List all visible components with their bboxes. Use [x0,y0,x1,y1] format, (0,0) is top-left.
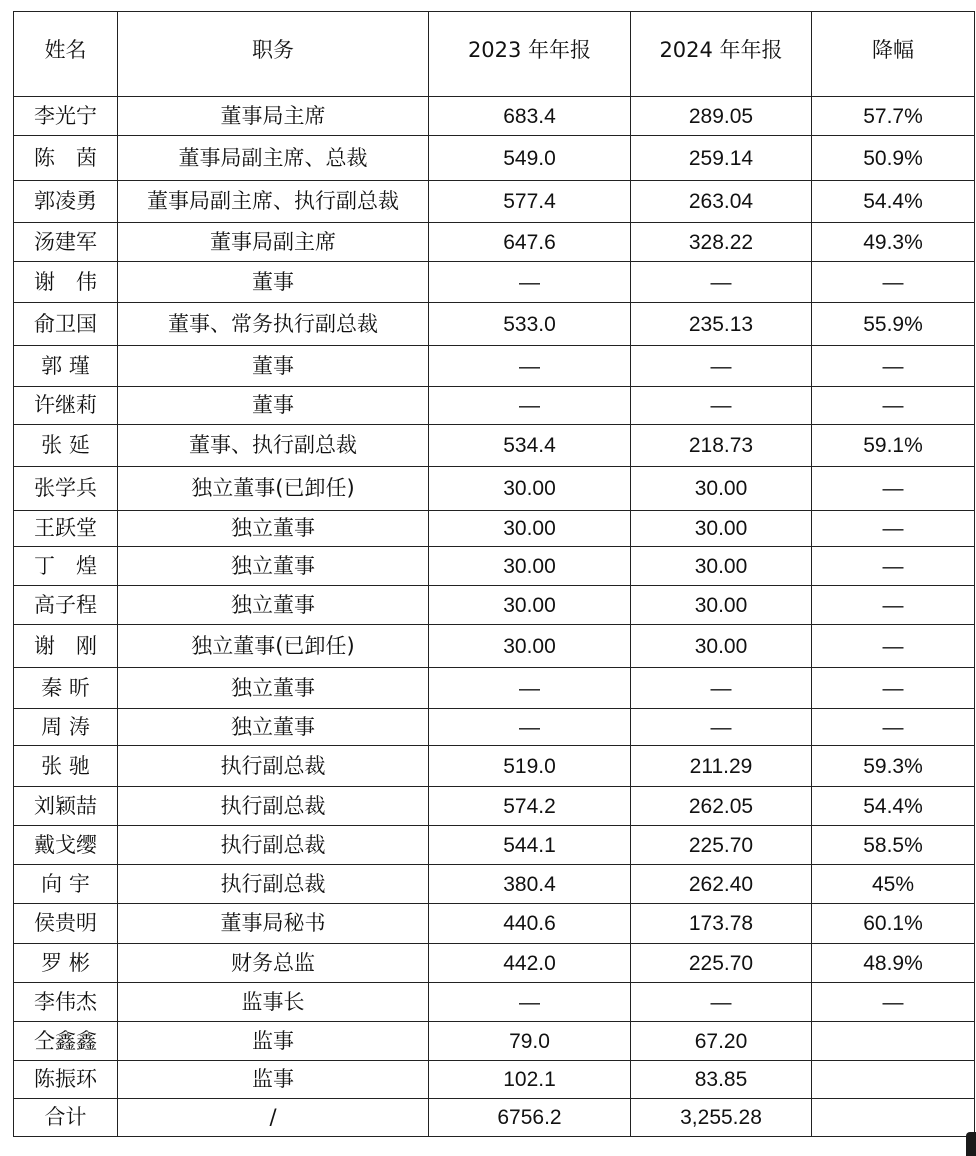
table-row [14,668,975,709]
title-cell: 执行副总裁 [118,787,429,826]
drop-cell: — [812,387,975,425]
table-row [14,262,975,303]
drop-cell: — [812,625,975,668]
drop-cell: 45% [812,865,975,904]
title-cell: 独立董事(已卸任) [118,467,429,511]
value-2023-cell: 442.0 [429,944,631,983]
value-2023-cell: 79.0 [429,1022,631,1061]
name-cell: 戴戈缨 [14,826,118,865]
value-2023-cell: 577.4 [429,181,631,223]
name-cell: 陈振环 [14,1061,118,1099]
table-row [14,787,975,826]
name-cell: 李伟杰 [14,983,118,1022]
title-cell: 独立董事 [118,668,429,709]
value-2024-cell: 235.13 [631,303,812,346]
value-2023-cell: 544.1 [429,826,631,865]
title-cell: 董事局主席 [118,97,429,136]
drop-cell: 55.9% [812,303,975,346]
table-row [14,865,975,904]
value-2024-cell: 262.05 [631,787,812,826]
corner-fragment [966,1132,976,1156]
value-2024-cell: 262.40 [631,865,812,904]
header-2023: 2023 年年报 [429,12,631,97]
title-cell: 财务总监 [118,944,429,983]
value-2024-cell: 328.22 [631,223,812,262]
title-cell: 执行副总裁 [118,865,429,904]
value-2024-cell: — [631,346,812,387]
drop-cell: 49.3% [812,223,975,262]
table-row [14,387,975,425]
drop-cell: 54.4% [812,181,975,223]
name-cell: 刘颖喆 [14,787,118,826]
name-cell: 谢 伟 [14,262,118,303]
value-2024-cell: 225.70 [631,826,812,865]
name-cell: 郭 瑾 [14,346,118,387]
header-title: 职务 [118,12,429,97]
name-cell: 俞卫国 [14,303,118,346]
table-row [14,467,975,511]
drop-cell [812,1061,975,1099]
total-title: / [118,1099,429,1137]
name-cell: 侯贵明 [14,904,118,944]
table-row [14,181,975,223]
name-cell: 陈 茵 [14,136,118,181]
name-cell: 高子程 [14,586,118,625]
drop-cell: — [812,467,975,511]
table-row [14,136,975,181]
name-cell: 仝鑫鑫 [14,1022,118,1061]
table-row [14,1022,975,1061]
title-cell: 董事 [118,387,429,425]
value-2024-cell: — [631,387,812,425]
title-cell: 独立董事 [118,709,429,746]
name-cell: 向 宇 [14,865,118,904]
title-cell: 独立董事(已卸任) [118,625,429,668]
compensation-table [13,11,975,1137]
name-cell: 李光宁 [14,97,118,136]
table-row [14,904,975,944]
value-2023-cell: — [429,346,631,387]
name-cell: 张 延 [14,425,118,467]
name-cell: 张学兵 [14,467,118,511]
name-cell: 张 驰 [14,746,118,787]
drop-cell: — [812,262,975,303]
header-drop: 降幅 [812,12,975,97]
value-2024-cell: — [631,668,812,709]
table-row [14,944,975,983]
table-row [14,425,975,467]
drop-cell: 50.9% [812,136,975,181]
total-label: 合计 [14,1099,118,1137]
drop-cell [812,1022,975,1061]
name-cell: 罗 彬 [14,944,118,983]
title-cell: 董事 [118,262,429,303]
drop-cell: — [812,668,975,709]
value-2023-cell: 574.2 [429,787,631,826]
title-cell: 董事、执行副总裁 [118,425,429,467]
header-row [14,12,975,97]
value-2024-cell: 211.29 [631,746,812,787]
value-2023-cell: 440.6 [429,904,631,944]
name-cell: 周 涛 [14,709,118,746]
value-2024-cell: 173.78 [631,904,812,944]
value-2024-cell: 225.70 [631,944,812,983]
title-cell: 独立董事 [118,586,429,625]
title-cell: 监事长 [118,983,429,1022]
title-cell: 独立董事 [118,511,429,547]
drop-cell: — [812,511,975,547]
name-cell: 谢 刚 [14,625,118,668]
drop-cell: — [812,586,975,625]
drop-cell: 48.9% [812,944,975,983]
table-row [14,625,975,668]
value-2023-cell: 30.00 [429,586,631,625]
table-row [14,303,975,346]
title-cell: 董事 [118,346,429,387]
table-row [14,223,975,262]
name-cell: 郭凌勇 [14,181,118,223]
value-2023-cell: 102.1 [429,1061,631,1099]
table-row [14,547,975,586]
value-2023-cell: — [429,983,631,1022]
value-2023-cell: 30.00 [429,547,631,586]
total-2024: 3,255.28 [631,1099,812,1137]
title-cell: 董事局副主席 [118,223,429,262]
value-2023-cell: — [429,709,631,746]
drop-cell: 58.5% [812,826,975,865]
drop-cell: — [812,346,975,387]
name-cell: 王跃堂 [14,511,118,547]
value-2023-cell: — [429,668,631,709]
total-2023: 6756.2 [429,1099,631,1137]
name-cell: 许继莉 [14,387,118,425]
table-row [14,586,975,625]
value-2024-cell: 30.00 [631,511,812,547]
value-2024-cell: 67.20 [631,1022,812,1061]
value-2024-cell: 83.85 [631,1061,812,1099]
value-2024-cell: — [631,983,812,1022]
total-row [14,1099,975,1137]
value-2023-cell: 549.0 [429,136,631,181]
table-row [14,746,975,787]
value-2024-cell: — [631,709,812,746]
drop-cell: 57.7% [812,97,975,136]
value-2024-cell: 263.04 [631,181,812,223]
table-row [14,709,975,746]
drop-cell: 54.4% [812,787,975,826]
header-name: 姓名 [14,12,118,97]
title-cell: 董事、常务执行副总裁 [118,303,429,346]
value-2024-cell: 30.00 [631,547,812,586]
value-2023-cell: 30.00 [429,467,631,511]
value-2024-cell: 30.00 [631,586,812,625]
title-cell: 董事局副主席、执行副总裁 [118,181,429,223]
table-row [14,97,975,136]
value-2023-cell: 380.4 [429,865,631,904]
value-2023-cell: 683.4 [429,97,631,136]
table-row [14,983,975,1022]
title-cell: 监事 [118,1061,429,1099]
value-2023-cell: — [429,387,631,425]
title-cell: 监事 [118,1022,429,1061]
value-2023-cell: 30.00 [429,511,631,547]
value-2024-cell: 30.00 [631,625,812,668]
table-row [14,346,975,387]
total-drop [812,1099,975,1137]
value-2023-cell: 647.6 [429,223,631,262]
value-2023-cell: 30.00 [429,625,631,668]
drop-cell: — [812,547,975,586]
title-cell: 董事局秘书 [118,904,429,944]
title-cell: 董事局副主席、总裁 [118,136,429,181]
value-2023-cell: 533.0 [429,303,631,346]
title-cell: 独立董事 [118,547,429,586]
drop-cell: 60.1% [812,904,975,944]
value-2024-cell: 30.00 [631,467,812,511]
drop-cell: 59.3% [812,746,975,787]
value-2024-cell: 289.05 [631,97,812,136]
value-2024-cell: — [631,262,812,303]
value-2024-cell: 218.73 [631,425,812,467]
drop-cell: 59.1% [812,425,975,467]
table-row [14,511,975,547]
value-2023-cell: 519.0 [429,746,631,787]
header-2024: 2024 年年报 [631,12,812,97]
title-cell: 执行副总裁 [118,746,429,787]
table-row [14,1061,975,1099]
name-cell: 汤建军 [14,223,118,262]
name-cell: 秦 昕 [14,668,118,709]
table-row [14,826,975,865]
name-cell: 丁 煌 [14,547,118,586]
title-cell: 执行副总裁 [118,826,429,865]
drop-cell: — [812,983,975,1022]
value-2023-cell: 534.4 [429,425,631,467]
value-2024-cell: 259.14 [631,136,812,181]
drop-cell: — [812,709,975,746]
value-2023-cell: — [429,262,631,303]
